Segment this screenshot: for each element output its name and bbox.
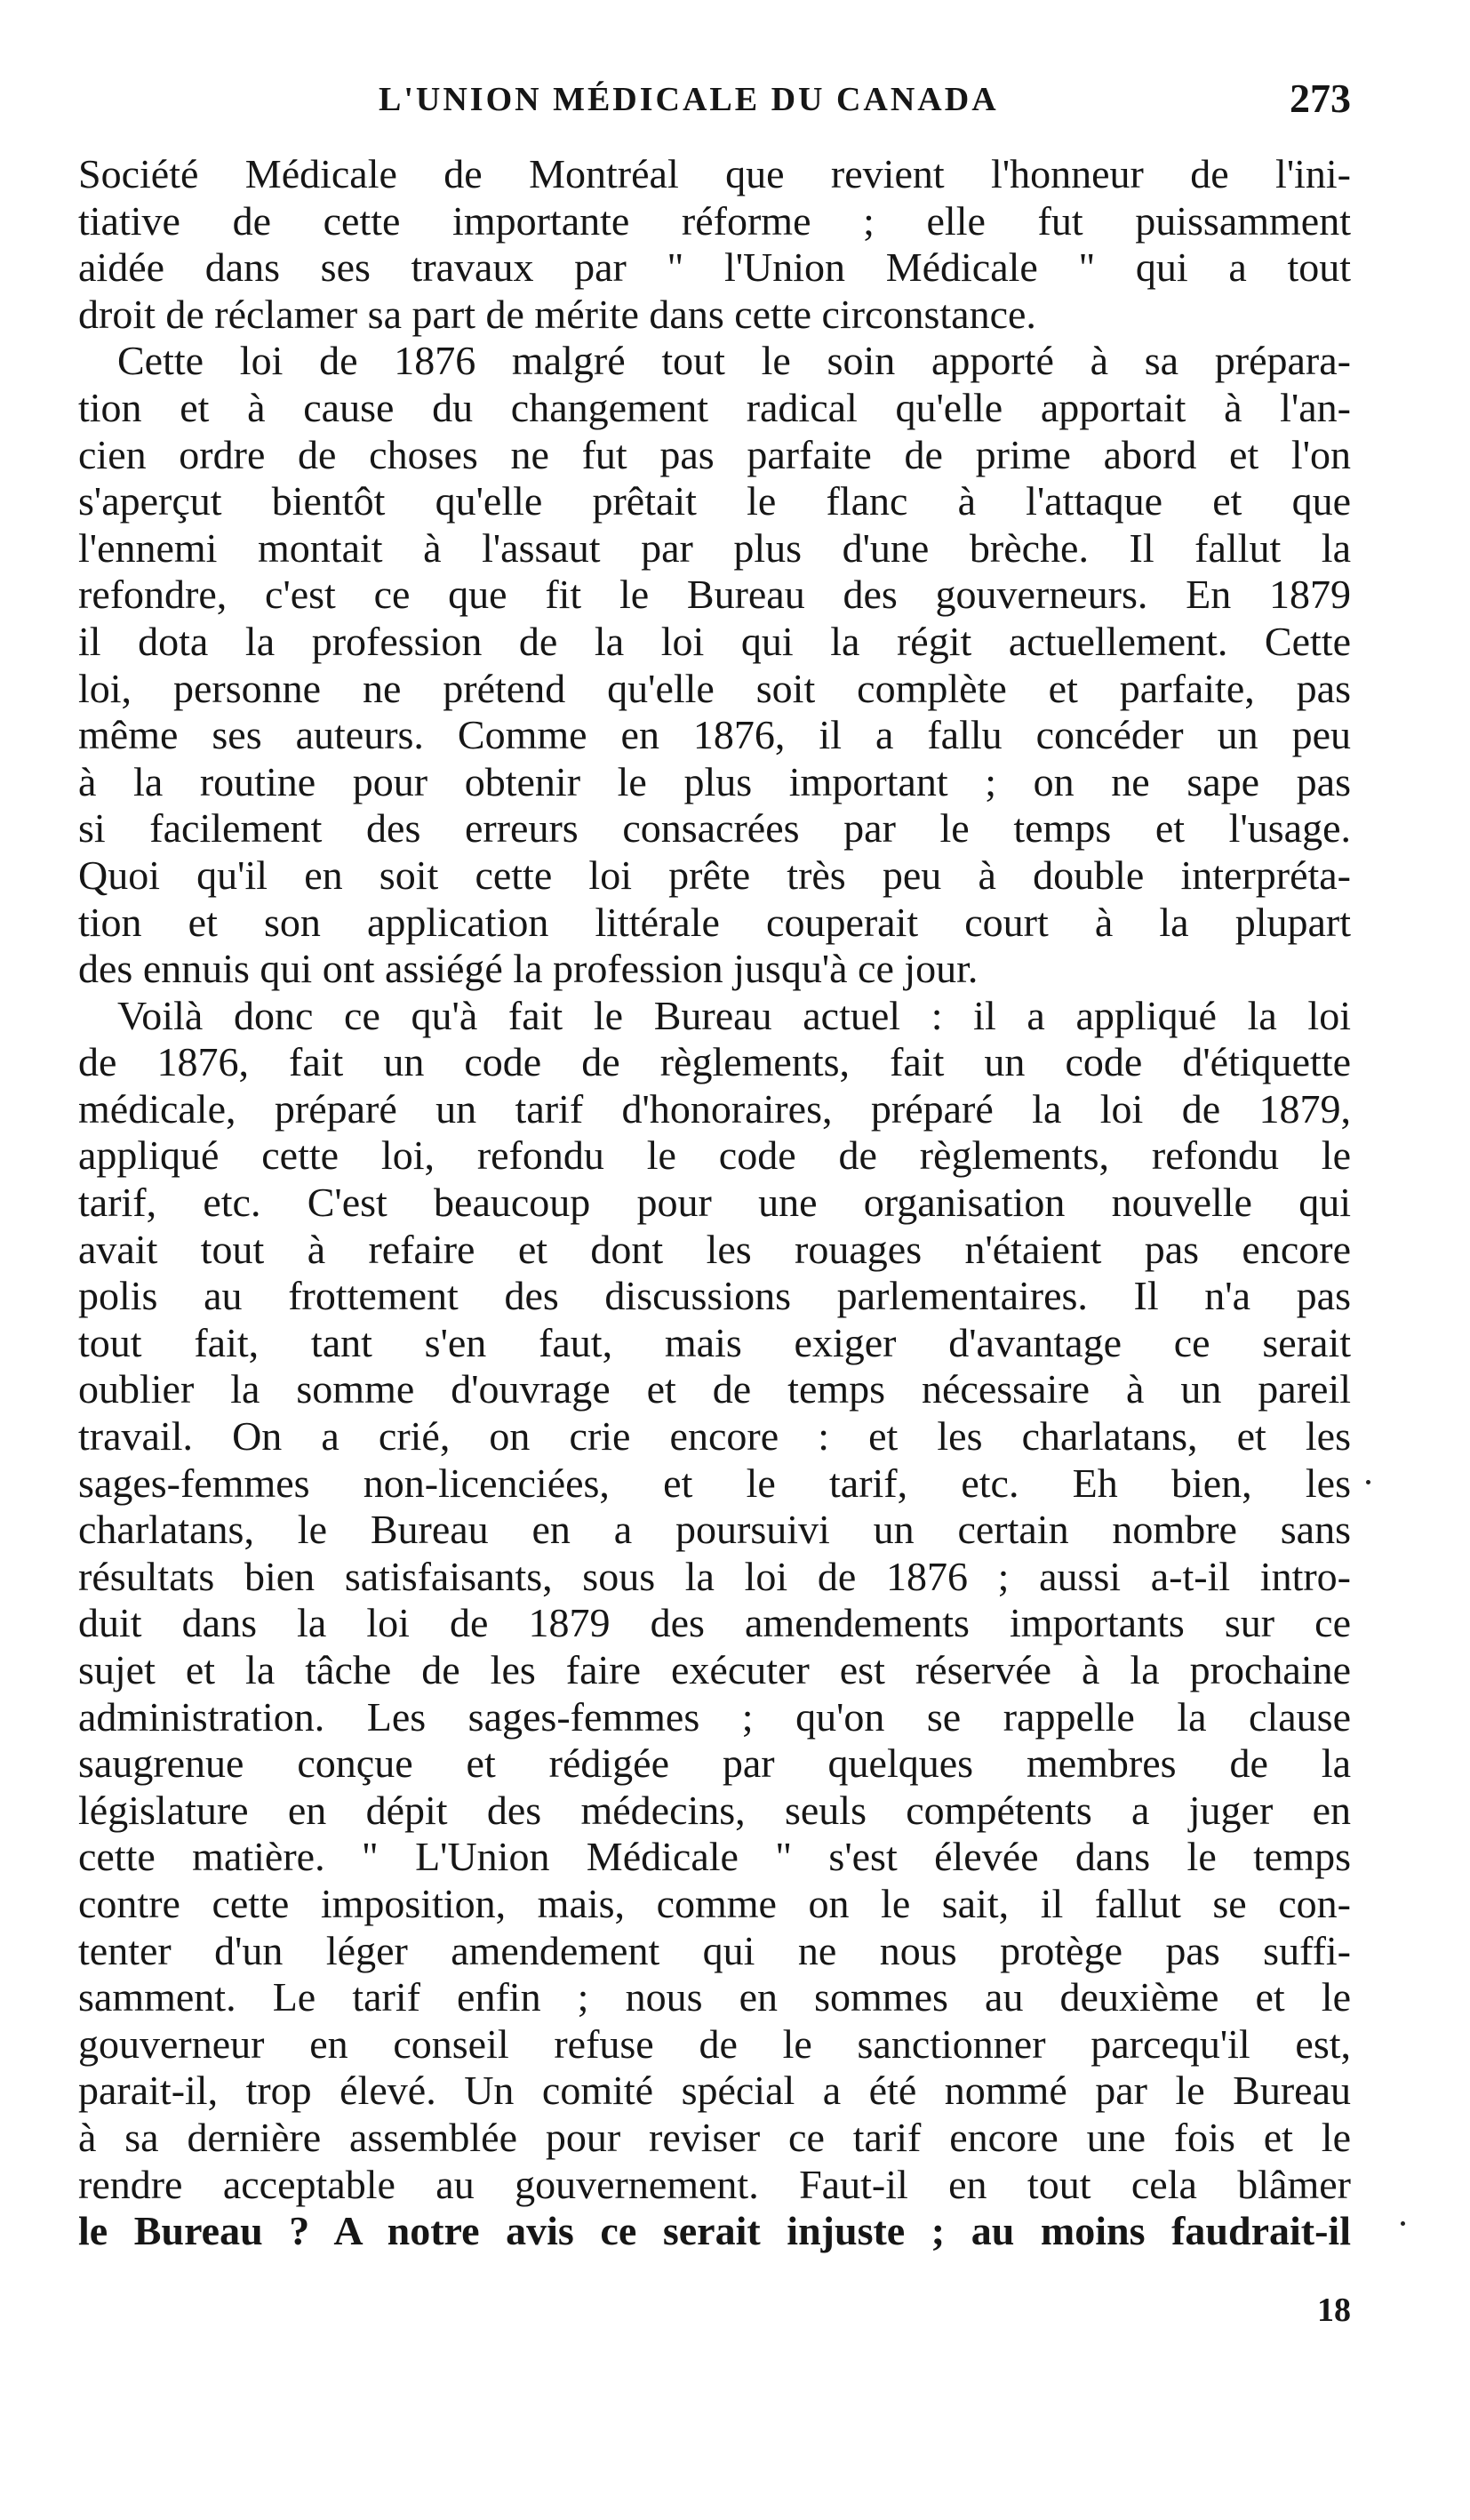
text-line: Quoi qu'il en soit cette loi prête très peu à double interpréta- [78,852,1351,898]
text-line: droit de réclamer sa part de mérite dans cette circonstance. [78,291,1036,337]
text-line: l'ennemi montait à l'assaut par plus d'une brèche. Il fallut la [78,524,1351,571]
text-line: tout fait, tant s'en faut, mais exiger d'avantage ce serait [78,1319,1351,1365]
text-line: tion et son application littérale couperait court à la plupart [78,899,1351,945]
text-line: samment. Le tarif enfin ; nous en sommes au deuxième et le [78,1974,1351,2020]
text-line: rendre acceptable au gouvernement. Faut-il en tout cela blâmer [78,2161,1351,2207]
text-line: travail. On a crié, on crie encore : et les charlatans, et les [78,1413,1351,1460]
text-line: cien ordre de choses ne fut pas parfaite de prime abord et l'on [78,431,1351,477]
text-line: législature en dépit des médecins, seuls compétents a juger en [78,1787,1351,1833]
text-line: médicale, préparé un tarif d'honoraires, préparé la loi de 1879, [78,1085,1351,1132]
text-line: parait-il, trop élevé. Un comité spécial a été nommé par le Bureau [78,2068,1351,2114]
signature-mark: 18 [1317,2292,1351,2329]
text-line: s'aperçut bientôt qu'elle prêtait le flanc à l'attaque et que [78,478,1351,524]
ink-speck [1366,1480,1370,1484]
text-line: administration. Les sages-femmes ; qu'on se rappelle la clause [78,1693,1351,1740]
text-line: tiative de cette importante réforme ; elle fut puissamment [78,197,1351,244]
text-line: résultats bien satisfaisants, sous la loi de 1876 ; aussi a-t-il intro- [78,1553,1351,1599]
text-line: charlatans, le Bureau en a poursuivi un certain nombre sans [78,1507,1351,1553]
running-head [78,75,1351,128]
text-line: duit dans la loi de 1879 des amendements importants sur ce [78,1600,1351,1646]
text-line: il dota la profession de la loi qui la régit actuellement. Cette [78,618,1351,664]
text-line: loi, personne ne prétend qu'elle soit complète et parfaite, pas [78,665,1351,711]
paragraph-first-line: Voilà donc ce qu'à fait le Bureau actuel : il a appliqué la loi [117,992,1351,1038]
text-line: des ennuis qui ont assiégé la profession jusqu'à ce jour. [78,946,979,992]
text-line: appliqué cette loi, refondu le code de règlements, refondu le [78,1132,1351,1179]
text-line: si facilement des erreurs consacrées par le temps et l'usage. [78,805,1351,852]
text-line: tion et à cause du changement radical qu'elle apportait à l'an- [78,384,1351,430]
text-line: tarif, etc. C'est beaucoup pour une organisation nouvelle qui [78,1180,1351,1226]
text-line: oublier la somme d'ouvrage et de temps nécessaire à un pareil [78,1366,1351,1412]
body-text [78,151,1351,2255]
paragraph-first-line: Cette loi de 1876 malgré tout le soin apporté à sa prépara- [117,338,1351,384]
text-line: contre cette imposition, mais, comme on le sait, il fallut se con- [78,1880,1351,1926]
text-line: saugrenue conçue et rédigée par quelques membres de la [78,1740,1351,1787]
text-line: aidée dans ses travaux par " l'Union Médicale " qui a tout [78,244,1351,291]
text-line: gouverneur en conseil refuse de le sanctionner parcequ'il est, [78,2020,1351,2067]
text-line: le Bureau ? A notre avis ce serait injuste ; au moins faudrait-il [78,2208,1351,2254]
text-line: de 1876, fait un code de règlements, fait un code d'étiquette [78,1039,1351,1085]
text-line: à la routine pour obtenir le plus important ; on ne sape pas [78,758,1351,804]
text-line: refondre, c'est ce que fit le Bureau des gouverneurs. En 1879 [78,572,1351,618]
text-line: Société Médicale de Montréal que revient l'honneur de l'ini- [78,151,1351,196]
text-line: sages-femmes non-licenciées, et le tarif, etc. Eh bien, les [78,1460,1351,1506]
text-line: avait tout à refaire et dont les rouages n'étaient pas encore [78,1226,1351,1272]
running-title: L'UNION MÉDICALE DU CANADA [379,81,999,118]
text-line: tenter d'un léger amendement qui ne nous protège pas suffi- [78,1927,1351,1973]
text-line: polis au frottement des discussions parlementaires. Il n'a pas [78,1273,1351,1319]
ink-speck [1401,2221,1405,2226]
text-line: sujet et la tâche de les faire exécuter est réservée à la prochaine [78,1647,1351,1692]
page-number: 273 [1290,76,1351,121]
text-line: cette matière. " L'Union Médicale " s'est élevée dans le temps [78,1834,1351,1880]
text-line: à sa dernière assemblée pour reviser ce tarif encore une fois et le [78,2114,1351,2160]
text-line: même ses auteurs. Comme en 1876, il a fallu concéder un peu [78,712,1351,758]
